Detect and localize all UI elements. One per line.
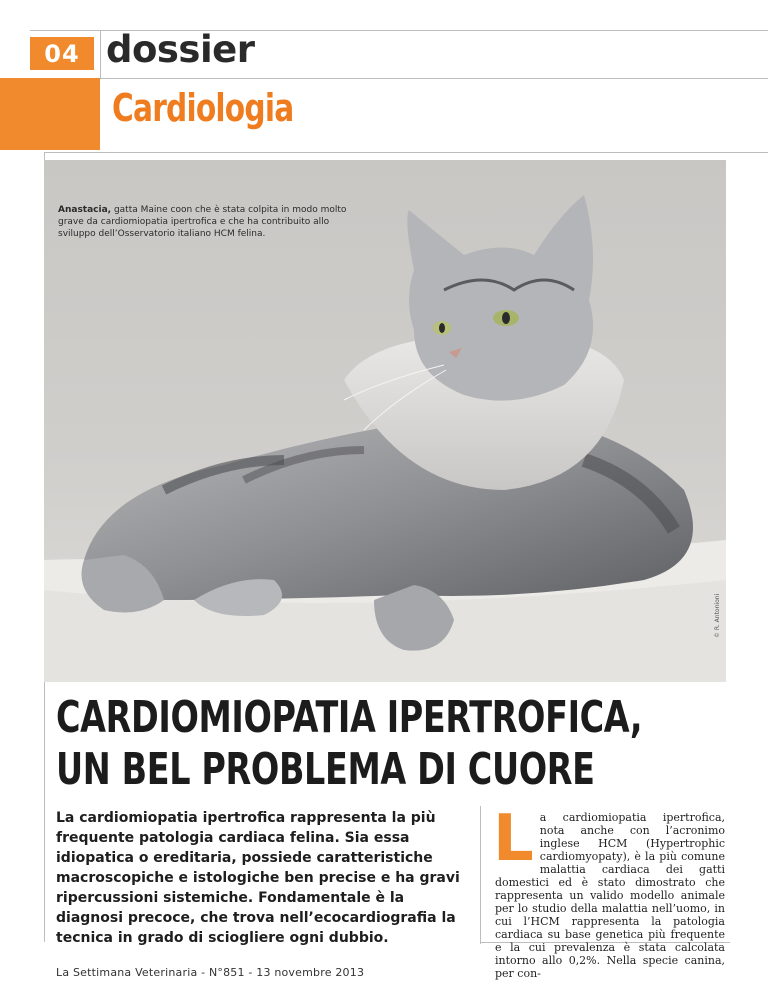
header-divider [100, 30, 101, 78]
title-line-2: UN BEL PROBLEMA DI CUORE [56, 744, 595, 795]
category-title: Cardiologia [112, 86, 294, 130]
photo-credit: © R. Antonioni [714, 593, 721, 638]
cat-photo [44, 160, 726, 682]
article-body [493, 802, 725, 980]
article-lead: La cardiomiopatia ipertrofica rappresenta la più frequente patologia cardiaca felina. Sia essa idiopatica o ereditaria, possiede caratteristiche macroscopiche e istologiche ben precise e ha gravi ripercussioni sistemiche. Fondamentale è la diagnosi precoce, che trova nell’ecocardiografia la tecnica in grado di sciogliere ogni dubbio. [56, 810, 460, 946]
caption-name: Anastacia, [58, 205, 112, 215]
title-line-1: CARDIOMIOPATIA IPERTROFICA, [56, 692, 643, 743]
section-name: dossier [106, 28, 255, 71]
category-accent-block [0, 78, 100, 150]
article-title [56, 692, 643, 800]
header-rule-mid [100, 78, 768, 79]
drop-cap: L [493, 802, 534, 876]
section-number: 04 [30, 37, 94, 70]
column-divider [480, 806, 481, 944]
caption-text: gatta Maine coon che è stata colpita in modo molto grave da cardiomiopatia ipertrofica e che ha contribuito allo sviluppo dell’Osservatorio italiano HCM felina. [58, 205, 347, 239]
photo-rule-top [44, 152, 768, 153]
body-paragraph: a cardiomiopatia ipertrofica, nota anche con l’acronimo inglese HCM (Hypertrophic cardiomyopaty), è la più comune malattia cardiaca dei gatti domestici ed è stato dimostrato che rappresenta un valido modello animale per lo studio della malattia nell’uomo, in cui l’HCM rappresenta la patologia cardiaca su base genetica più frequente e la cui prevalenza è stata calcolata intorno allo 0,2%. Nella specie canina, per con- [495, 811, 725, 980]
page-footer: La Settimana Veterinaria - N°851 - 13 novembre 2013 [56, 966, 365, 979]
photo-caption [58, 204, 348, 240]
